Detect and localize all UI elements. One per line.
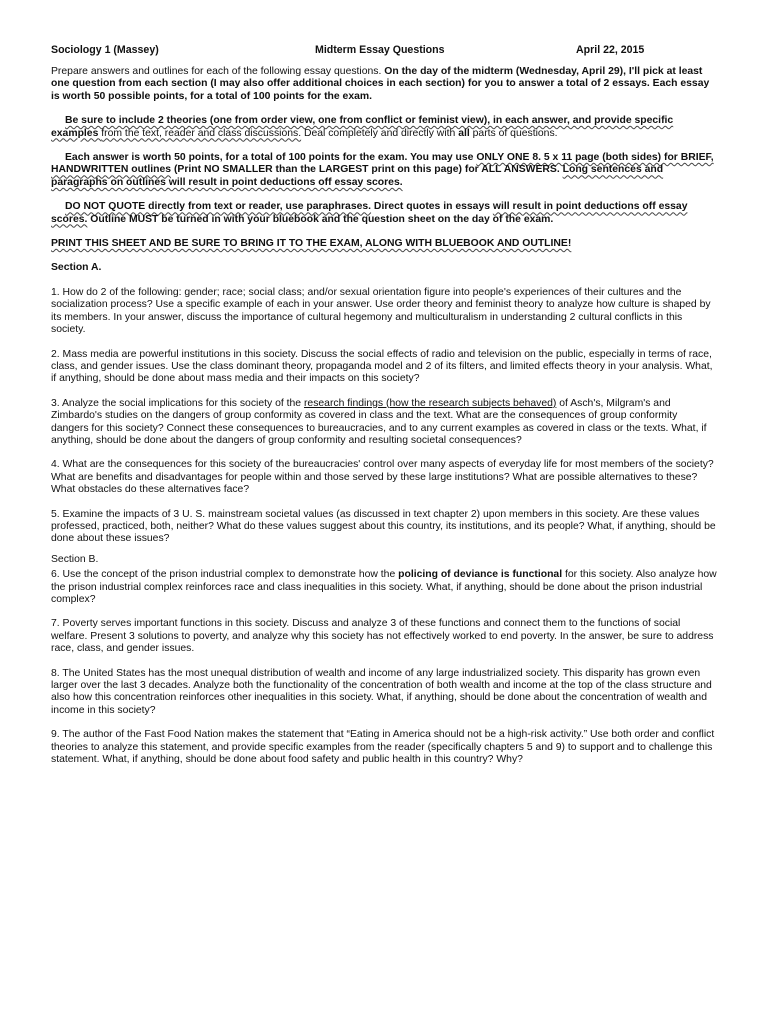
question-5: 5. Examine the impacts of 3 U. S. mainstream societal values (as discussed in text chapter 2) upon members in this society. Are these values professed, practiced, both, neither? What do these values suggest about this country, its institutions, and its people? What, if anything, should be done about these issues?: [51, 508, 716, 545]
question-6: 6. Use the concept of the prison industrial complex to demonstrate how the policing of deviance is functional for this society. Also analyze how the prison industrial complex reinforces race and class inequalities in this society. What, if anything, should be done about the prison industrial complex?: [51, 569, 717, 605]
question-2: 2. Mass media are powerful institutions in this society. Discuss the social effects of radio and television on the public, especially in terms of race, class, and gender issues. Use the class dominant theory, propaganda model and 2 of its filters, and limited effects theory in your analysis. What, if anything, should be done about mass media and their impacts on this society?: [51, 348, 713, 385]
question-1: 1. How do 2 of the following: gender; race; social class; and/or sexual orientation figure into people's experiences of their cultures and the socialization process? Use a specific example of each in your answer. Use order theory and feminist theory to analyze how culture is shaped by its members. In your answer, discuss the importance of cultural hegemony and multiculturalism in understanding 2 cultural conflicts in this society.: [51, 286, 711, 336]
question-8: 8. The United States has the most unequal distribution of wealth and income of any large industrialized society. This disparity has grown even larger over the last 3 decades. Analyze both the functionality of the concentration of both wealth and income at the top of the class structure and also how this concentration reinforces other inequalities in this society. What, if anything, should be done about the concentration of wealth and income in this society?: [51, 667, 712, 716]
question-3: 3. Analyze the social implications for this society of the research findings (how the research subjects behaved) of Asch's, Milgram's and Zimbardo's studies on the dangers of group conformity as covered in class and the text. What are the consequences of group conformity dangers for this society? Connect these consequences to bureaucracies, and to any current examples as covered in class or the texts. What, if anything, should be done about the dangers of group conformity and resulting societal consequences?: [51, 397, 707, 446]
course-name: Sociology 1 (Massey): [51, 44, 159, 56]
document-header: [51, 44, 717, 58]
question-4: 4. What are the consequences for this society of the bureaucracies' control over many aspects of everyday life for most members of the society? What are benefits and disadvantages for people within and those served by these large institutions? What are possible alternatives to these? What obstacles do these alternatives face?: [51, 459, 714, 496]
intro-paragraph-3: Each answer is worth 50 points, for a total of 100 points for the exam. You may use ONLY ONE 8. 5 x 11 page (both sides) for BRIEF, HANDWRITTEN outlines (Print NO SMALLER than the LARGEST print on this page) for ALL ANSWERS. Long sentences and paragraphs on outlines will result in point deductions off essay scores.: [51, 152, 714, 188]
document-page: [51, 44, 717, 766]
section-b-heading: Section B.: [51, 553, 99, 565]
document-title: Midterm Essay Questions: [315, 44, 445, 56]
intro-paragraph-2: Be sure to include 2 theories (one from order view, one from conflict or feminist view), in each answer, and provide specific examples from the text, reader and class discussions. Deal completely and directly with all parts of questions.: [51, 115, 674, 139]
section-a-heading: Section A.: [51, 262, 102, 274]
intro-paragraph-1: Prepare answers and outlines for each of the following essay questions. On the day of the midterm (Wednesday, April 29), I'll pick at least one question from each section (I may also offer additional choices in each section) for you to answer a total of 2 essays. Each essay is worth 50 possible points, for a total of 100 points for the exam.: [51, 66, 710, 102]
question-9: 9. The author of the Fast Food Nation makes the statement that “Eating in America should not be a high-risk activity.” Use both order and conflict theories to analyze this statement, and provide specific examples from the reader (specifically chapters 5 and 9) to support and to challenge this statement. What, if anything, should be done about food safety and public health in this country? Why?: [51, 729, 715, 766]
print-instruction: PRINT THIS SHEET AND BE SURE TO BRING IT TO THE EXAM, ALONG WITH BLUEBOOK AND OUTLINE!: [51, 238, 572, 250]
question-7: 7. Poverty serves important functions in this society. Discuss and analyze 3 of these functions and connect them to the functions of social welfare. Present 3 solutions to poverty, and analyze why this society has not effectively worked to end poverty. In the answer, be sure to address race, class, and gender issues.: [51, 618, 714, 655]
intro-paragraph-4: DO NOT QUOTE directly from text or reader, use paraphrases. Direct quotes in essays will result in point deductions off essay scores. Outline MUST be turned in with your bluebook and the question sheet on the day of the exam.: [51, 201, 688, 225]
document-date: April 22, 2015: [576, 44, 645, 56]
